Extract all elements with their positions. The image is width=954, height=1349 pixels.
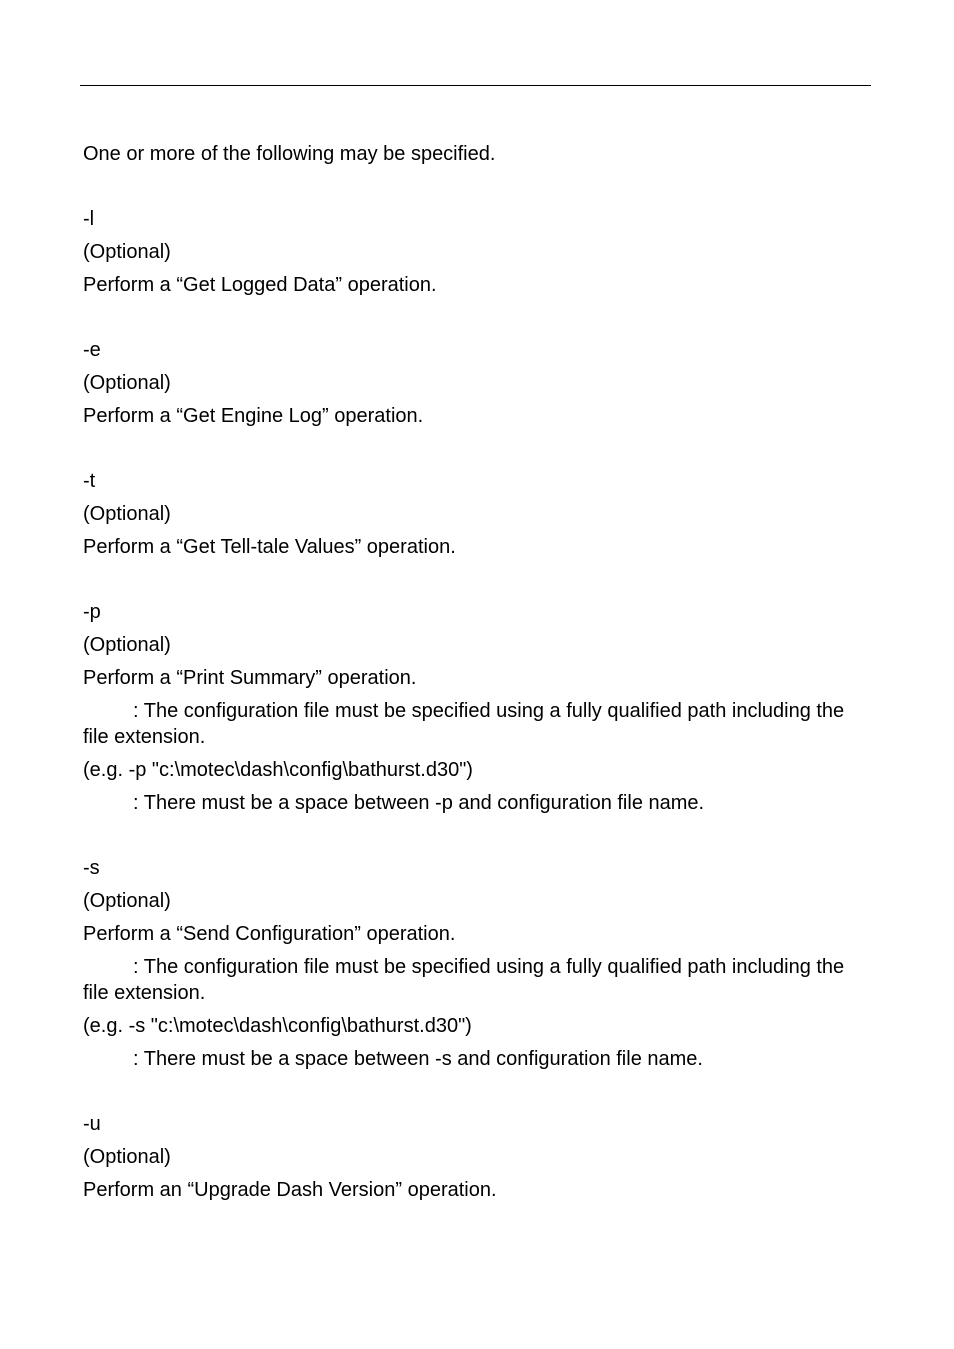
option-l — [83, 206, 863, 298]
option-note — [83, 790, 863, 816]
header-rule — [80, 85, 871, 86]
option-note — [83, 698, 863, 750]
option-t — [83, 468, 863, 560]
option-description: Perform a “Get Tell-tale Values” operation. — [83, 536, 456, 558]
option-status: (Optional) — [83, 241, 171, 263]
option-status: (Optional) — [83, 634, 171, 656]
option-description: Perform a “Send Configuration” operation. — [83, 923, 456, 945]
option-status: (Optional) — [83, 1146, 171, 1168]
intro-text: One or more of the following may be specified. — [83, 143, 496, 165]
option-note-text: : The configuration file must be specified using a fully qualified path including the file extension. — [83, 700, 845, 748]
option-flag: -t — [83, 470, 96, 492]
option-note-text: : There must be a space between -s and configuration file name. — [133, 1048, 703, 1070]
option-example: (e.g. -s "c:\motec\dash\config\bathurst.d30") — [83, 1015, 472, 1037]
option-note — [83, 1046, 863, 1072]
option-u — [83, 1111, 863, 1203]
option-example: (e.g. -p "c:\motec\dash\config\bathurst.d30") — [83, 759, 473, 781]
option-description: Perform a “Get Logged Data” operation. — [83, 274, 437, 296]
option-note — [83, 954, 863, 1006]
option-status: (Optional) — [83, 372, 171, 394]
option-status: (Optional) — [83, 503, 171, 525]
option-flag: -s — [83, 857, 100, 879]
document-body — [83, 141, 863, 1210]
option-description: Perform an “Upgrade Dash Version” operation. — [83, 1179, 497, 1201]
option-flag: -l — [83, 208, 95, 230]
option-description: Perform a “Get Engine Log” operation. — [83, 405, 424, 427]
option-flag: -u — [83, 1113, 101, 1135]
option-status: (Optional) — [83, 890, 171, 912]
option-flag: -e — [83, 339, 101, 361]
option-s — [83, 855, 863, 1072]
option-note-text: : The configuration file must be specified using a fully qualified path including the file extension. — [83, 956, 845, 1004]
option-description: Perform a “Print Summary” operation. — [83, 667, 417, 689]
option-p — [83, 599, 863, 816]
option-note-text: : There must be a space between -p and configuration file name. — [133, 792, 705, 814]
option-e — [83, 337, 863, 429]
option-flag: -p — [83, 601, 101, 623]
